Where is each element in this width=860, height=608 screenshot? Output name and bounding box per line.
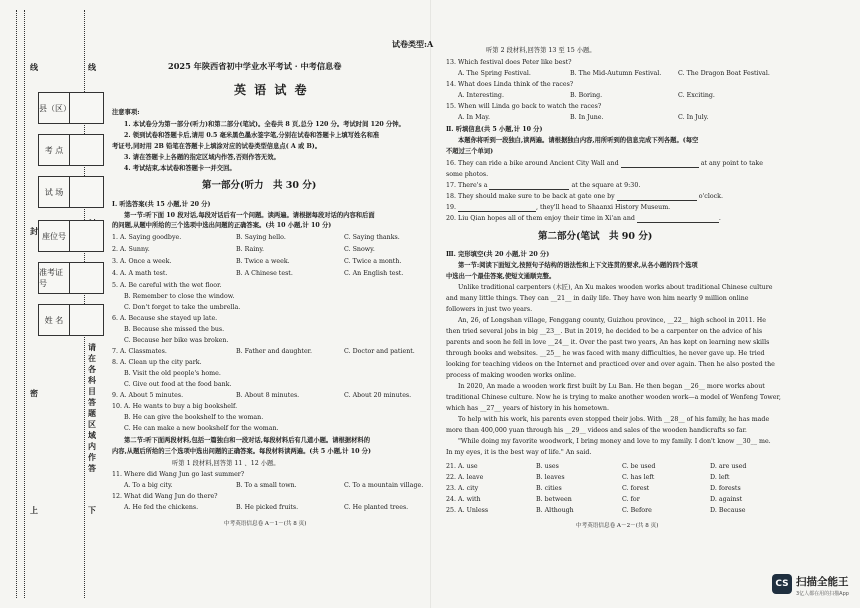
page-fold [430, 0, 431, 608]
question-option: B. leaves [536, 474, 565, 481]
paper-type-label: 试卷类型:A [392, 39, 434, 49]
passage-line: In my eyes, it is the best way of life." An said. [446, 449, 592, 456]
question-option: B. Remember to close the window. [124, 293, 235, 300]
question-option: C. forest [622, 485, 650, 492]
passage-line: parents and soon he fell in love __24__ it. Over the past two years, An has kept on learning new skills [446, 339, 770, 346]
question-option: C. The Dragon Boat Festival. [678, 70, 770, 77]
question-text: 13. Which festival does Peter like best? [446, 59, 572, 66]
question-option: B. cities [536, 485, 562, 492]
instructions: 本题你将听到一段独白,读两遍。请根据独白内容,用所听到的信息完成下列各题。(每空 [458, 137, 699, 144]
question-option: 25. A. Unless [446, 507, 489, 514]
question-option: C. He can make a new bookshelf for the woman. [124, 425, 279, 432]
answer-blank[interactable] [637, 215, 719, 223]
scanner-tagline: 3亿人都在用的扫描App [796, 591, 849, 597]
passage-line: looking for teaching videos on the Internet and practiced over and over again. Then he also posted the [446, 361, 775, 368]
page-1 [112, 0, 434, 608]
passage-line: Unlike traditional carpenters (木匠), An Xu makes wooden works about traditional Chinese culture [458, 284, 773, 291]
question-text: some photos. [446, 171, 489, 178]
question-option: A. To a big city. [124, 482, 173, 489]
question-option: C. Don't forget to take the umbrella. [124, 304, 241, 311]
question-option: 5. A. Be careful with the wet floor. [112, 282, 222, 289]
scanner-brand: 扫描全能王 [796, 576, 849, 588]
question-option: B. Rainy. [236, 246, 265, 253]
field-seat-number[interactable]: 座位号 [38, 220, 104, 252]
bind-mark: 线 [88, 62, 96, 72]
question-option: A. In May. [458, 114, 491, 121]
question-option: C. be used [622, 463, 656, 470]
question-option: B. Visit the old people's home. [124, 370, 221, 377]
question-option: 8. A. Clean up the city park. [112, 359, 202, 366]
question-option: B. About 8 minutes. [236, 392, 300, 399]
question-text: 12. What did Wang Jun do there? [112, 493, 218, 500]
question-option: C. Because her bike was broken. [124, 337, 229, 344]
question-option: C. To a mountain village. [344, 482, 424, 489]
instructions: 的问题,从题中所给的三个选项中选出问题的正确答案。(共 10 小题,计 10 分) [112, 222, 332, 229]
passage-line: through books and websites. __25__ he was faced with many difficulties, he never gave up. He tried [446, 350, 765, 357]
instructions: 第二节:听下面两段材料,包括一篇独白和一段对话,每段材料后有几道小题。请根据材料的 [124, 437, 370, 444]
notice-line: 1. 本试卷分为第一部分(听力)和第二部分(笔试)。全卷共 8 页,总分 120 分。考试时间 120 分钟。 [124, 121, 405, 128]
field-name[interactable]: 姓 名 [38, 304, 104, 336]
question-option: B. Saying hello. [236, 234, 286, 241]
question-option: D. forests [710, 485, 741, 492]
answer-blank[interactable] [458, 204, 536, 212]
section-heading: Ⅲ. 完形填空(共 20 小题,计 20 分) [446, 251, 550, 258]
question-option: B. To a small town. [236, 482, 297, 489]
question-option: 3. A. Once a week. [112, 258, 172, 265]
question-option: C. An English test. [344, 270, 404, 277]
page-2 [446, 0, 781, 608]
section-heading: Ⅱ. 听填信息(共 5 小题,计 10 分) [446, 126, 543, 133]
binding-notice: 请在各科目答题区域内作答 [88, 342, 96, 473]
exam-title: 2025 年陕西省初中学业水平考试 · 中考信息卷 [168, 61, 342, 71]
question-option: B. Boring. [570, 92, 603, 99]
notice-line: 4. 考试结束,本试卷和答题卡一并交回。 [124, 165, 236, 172]
question-option: B. He picked fruits. [236, 504, 299, 511]
dotted-line [24, 10, 25, 598]
question-option: A. He fed the chickens. [124, 504, 199, 511]
question-option: 1. A. Saying goodbye. [112, 234, 182, 241]
question-text: 15. When will Linda go back to watch the races? [446, 103, 602, 110]
bind-mark: 线 [30, 62, 38, 72]
material-label: 听第 1 段材料,回答第 11 、12 小题。 [172, 460, 280, 467]
answer-blank[interactable] [621, 160, 699, 168]
passage-line: In 2020, An made a wooden work first built by Lu Ban. He then began __26__ more works about [458, 383, 765, 390]
notice-line: 考证号,同时用 2B 铅笔在答题卡上填涂对应的试卷类型信息点( A 或 B)。 [112, 143, 322, 150]
question-option: C. Exciting. [678, 92, 715, 99]
question-option: C. He planted trees. [344, 504, 409, 511]
question-option: 4. A. A math test. [112, 270, 168, 277]
binding-margin [0, 0, 112, 608]
question-option: B. In June. [570, 114, 604, 121]
fill-question-17: 17. There's a at the square at 9:30. [446, 182, 641, 189]
fill-question-20: 20. Liu Qian hopes all of them enjoy their time in Xi'an and . [446, 215, 721, 222]
question-option: B. Twice a week. [236, 258, 290, 265]
question-option: B. He can give the bookshelf to the woman. [124, 414, 264, 421]
passage-line: To help with his work, his parents even stopped their jobs. With __28__ of his family, he has made [458, 416, 770, 423]
passage-line: more than 400,000 yuan through his __29__ videos and sales of the wooden handicrafts so far. [446, 427, 747, 434]
fill-question-18: 18. They should make sure to be back at gate one by o'clock. [446, 193, 723, 200]
question-option: C. About 20 minutes. [344, 392, 412, 399]
question-option: B. A Chinese test. [236, 270, 293, 277]
instructions: 中选出一个最佳答案,使短文通顺完整。 [446, 273, 556, 280]
part-1-heading: 第一部分(听力 共 30 分) [202, 180, 317, 191]
bind-mark: 下 [88, 505, 96, 515]
part-2-heading: 第二部分(笔试 共 90 分) [538, 231, 653, 242]
page-footer: 中考英语信息卷 A－1－(共 8 页) [224, 521, 307, 527]
fill-question-16: 16. They can ride a bike around Ancient City Wall and at any point to take [446, 160, 763, 167]
question-option: C. for [622, 496, 640, 503]
question-option: 22. A. leave [446, 474, 484, 481]
answer-blank[interactable] [617, 193, 697, 201]
instructions: 第一节:听下面 10 段对话,每段对话后有一个问题。读两遍。请根据每段对话的内容和后面 [124, 212, 375, 219]
question-option: 7. A. Classmates. [112, 348, 167, 355]
section-heading: Ⅰ. 听选答案(共 15 小题,计 20 分) [112, 201, 211, 208]
instructions: 内容,从题后所给的三个选项中选出问题的正确答案。每段材料读两遍。(共 5 小题,计 10 分) [112, 448, 371, 455]
question-option: C. Before [622, 507, 652, 514]
fill-question-19: 19. , they'll head to Shaanxi History Museum. [446, 204, 671, 211]
question-option: D. left [710, 474, 730, 481]
field-exam-room[interactable]: 试 场 [38, 176, 104, 208]
passage-line: and many little things. They can __21__ in daily life. They have won him nearly 9 million online [446, 295, 749, 302]
dotted-line [16, 10, 17, 598]
question-option: B. Although [536, 507, 574, 514]
question-option: 23. A. city [446, 485, 479, 492]
passage-line: then tried several jobs in big __23__. But in 2019, he decided to be a carpenter on the advice of his [446, 328, 763, 335]
question-option: C. Saying thanks. [344, 234, 400, 241]
instructions: 第一节:阅读下面短文,按照句子结构的语法性和上下文连贯的要求,从各小题的四个选项 [458, 262, 698, 269]
question-option: C. Doctor and patient. [344, 348, 415, 355]
question-option: B. Because she missed the bus. [124, 326, 225, 333]
question-option: 6. A. Because she stayed up late. [112, 315, 218, 322]
bind-mark: 封 [30, 226, 38, 236]
question-text: 11. Where did Wang Jun go last summer? [112, 471, 245, 478]
question-option: 9. A. About 5 minutes. [112, 392, 184, 399]
page-footer: 中考英语信息卷 A－2－(共 8 页) [576, 523, 659, 529]
question-option: B. between [536, 496, 572, 503]
question-option: B. Father and daughter. [236, 348, 312, 355]
question-option: B. uses [536, 463, 559, 470]
material-label: 听第 2 段材料,回答第 13 至 15 小题。 [486, 47, 596, 54]
answer-blank[interactable] [489, 182, 569, 190]
passage-line: process of making wooden works online. [446, 372, 576, 379]
passage-line: traditional Chinese culture. Now he is trying to make another wooden work—a model of Wenfeng Tower, [446, 394, 781, 401]
notice-line: 3. 请在答题卡上各题的指定区域内作答,否则作答无效。 [124, 154, 280, 161]
passage-line: which has __27__ years of history in his hometown. [446, 405, 609, 412]
question-option: 21. A. use [446, 463, 478, 470]
passage-line: followers in just two years. [446, 306, 533, 313]
notice-line: 2. 领到试卷和答题卡后,请用 0.5 毫米黑色墨水签字笔,分别在试卷和答题卡上填写姓名和准 [124, 132, 380, 139]
question-option: C. has left [622, 474, 655, 481]
instructions: 不超过三个单词) [446, 148, 494, 155]
passage-line: An, 26, of Longshan village, Fenggang county, Guizhou province, __22__ high school in 2011. He [458, 317, 766, 324]
question-option: C. Snowy. [344, 246, 375, 253]
question-option: D. are used [710, 463, 747, 470]
question-option: 10. A. He wants to buy a big bookshelf. [112, 403, 238, 410]
question-option: C. Twice a month. [344, 258, 402, 265]
field-ticket-number[interactable]: 准考证号 [38, 262, 104, 294]
question-text: 14. What does Linda think of the races? [446, 81, 574, 88]
question-option: C. In July. [678, 114, 709, 121]
question-option: 24. A. with [446, 496, 481, 503]
field-exam-site[interactable]: 考 点 [38, 134, 104, 166]
subject-title: 英 语 试 卷 [234, 83, 309, 97]
question-option: C. Give out food at the food bank. [124, 381, 232, 388]
question-option: D. Because [710, 507, 746, 514]
question-option: A. Interesting. [458, 92, 504, 99]
question-option: 2. A. Sunny. [112, 246, 150, 253]
passage-line: "While doing my favorite woodwork, I bring money and love to my family. I don't know __30__ me. [458, 438, 771, 445]
question-option: B. The Mid-Autumn Festival. [570, 70, 662, 77]
scanner-logo-icon: CS [772, 574, 792, 594]
bind-mark: 上 [30, 505, 38, 515]
field-county[interactable]: 县（区） [38, 92, 104, 124]
question-option: D. against [710, 496, 743, 503]
bind-mark: 密 [30, 388, 38, 398]
question-option: A. The Spring Festival. [458, 70, 531, 77]
notice-title: 注意事项: [112, 109, 140, 116]
